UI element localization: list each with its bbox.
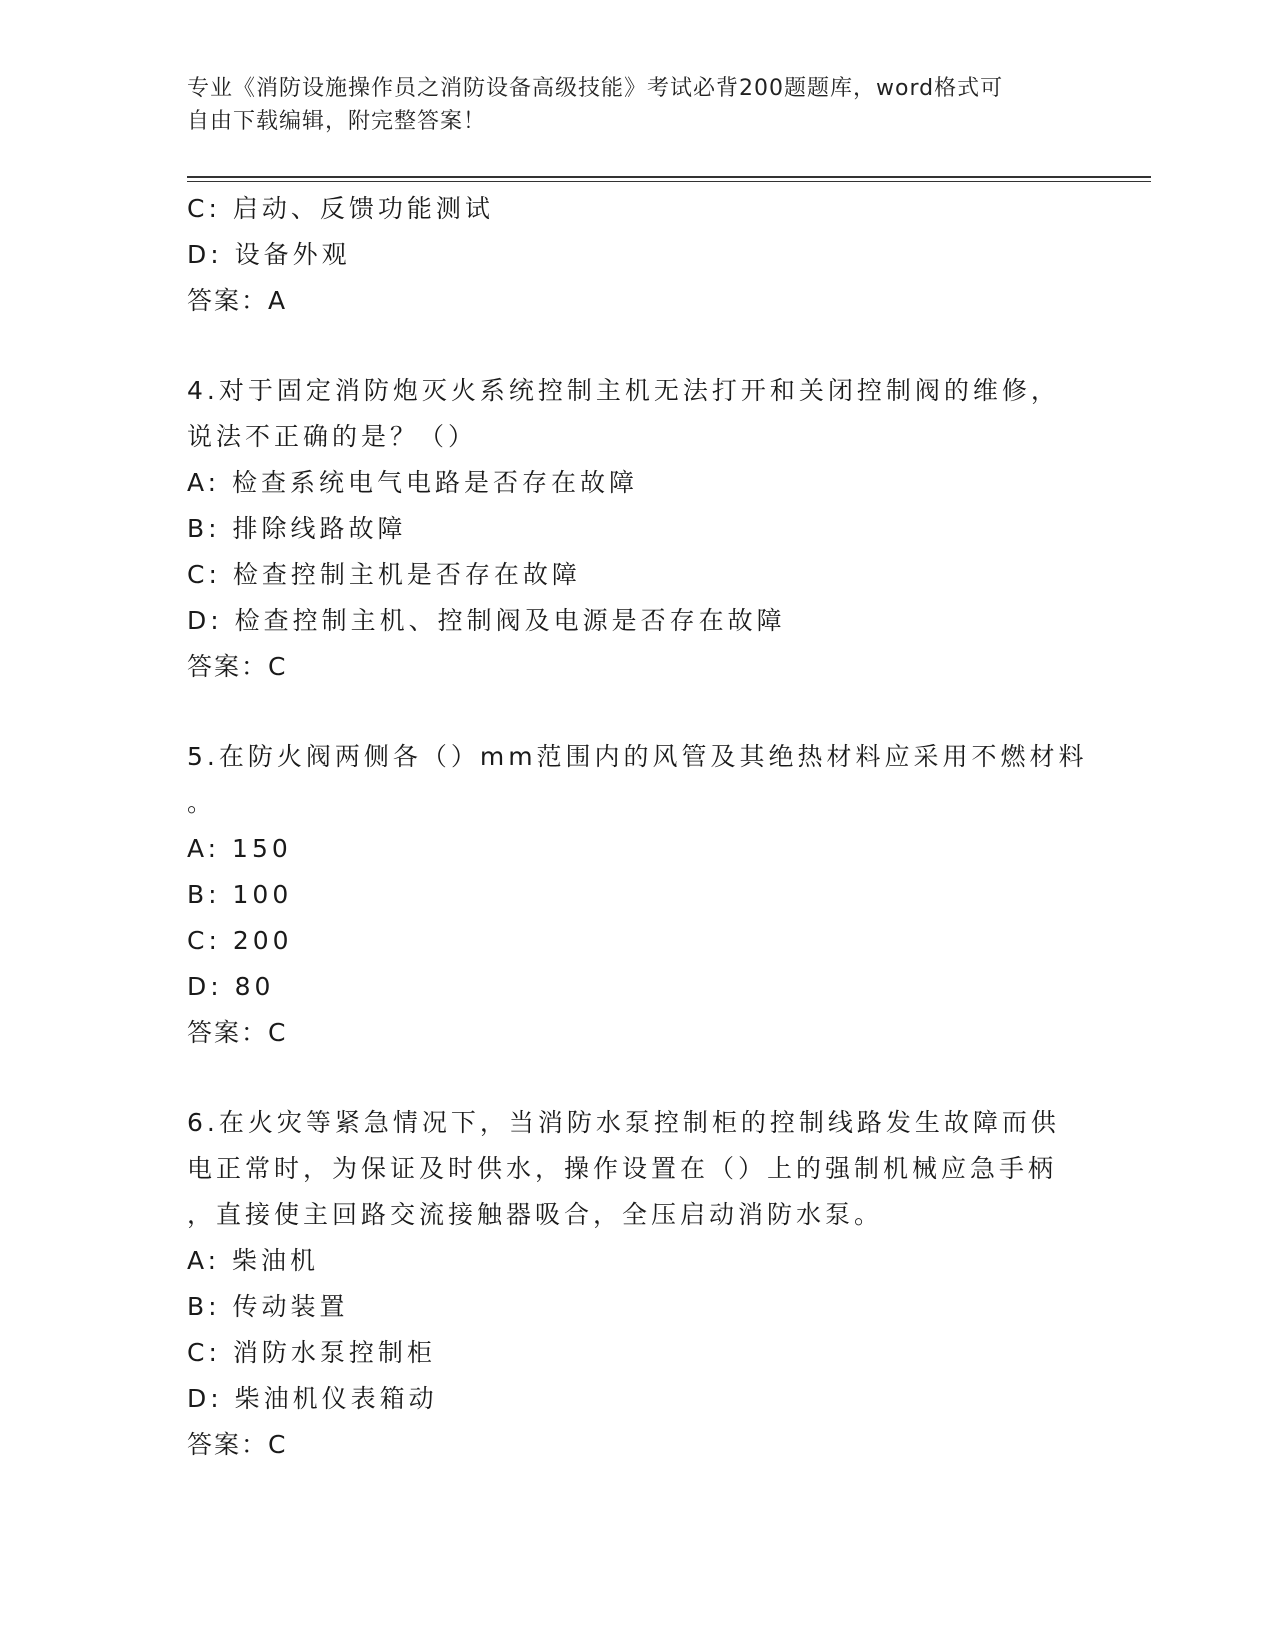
option-c: C: 消防水泵控制柜 — [187, 1338, 436, 1367]
question-stem-line: ，直接使主回路交流接触器吸合，全压启动消防水泵。 — [187, 1200, 884, 1229]
header-line-2: 自由下载编辑，附完整答案！ — [187, 109, 487, 134]
option-d: D: 柴油机仪表箱动 — [187, 1384, 438, 1413]
document-header — [187, 72, 1067, 138]
option-a: A: 检查系统电气电路是否存在故障 — [187, 468, 639, 497]
option-c: C: 200 — [187, 926, 293, 955]
question-stem-line: 6.在火灾等紧急情况下，当消防水泵控制柜的控制线路发生故障而供 — [187, 1108, 1060, 1137]
question-stem-line: 5.在防火阀两侧各（）mm范围内的风管及其绝热材料应采用不燃材料 — [187, 742, 1088, 771]
option-d: D: 检查控制主机、控制阀及电源是否存在故障 — [187, 606, 786, 635]
option-d: D: 80 — [187, 972, 275, 1001]
question-5 — [187, 734, 1088, 1056]
option-b: B: 100 — [187, 880, 293, 909]
header-line-1: 专业《消防设施操作员之消防设备高级技能》考试必背200题题库，word格式可 — [187, 76, 1004, 101]
option-b: B: 排除线路故障 — [187, 514, 407, 543]
answer-label: 答案：C — [187, 1018, 288, 1047]
answer-label: 答案：A — [187, 286, 288, 315]
option-c: C: 启动、反馈功能测试 — [187, 194, 494, 223]
question-content — [187, 186, 1088, 1468]
option-c: C: 检查控制主机是否存在故障 — [187, 560, 581, 589]
header-divider-thin — [187, 181, 1151, 182]
option-b: B: 传动装置 — [187, 1292, 349, 1321]
answer-label: 答案：C — [187, 652, 288, 681]
option-a: A: 150 — [187, 834, 292, 863]
answer-label: 答案：C — [187, 1430, 288, 1459]
question-6 — [187, 1100, 1067, 1468]
question-4 — [187, 368, 1067, 690]
question-stem-line: 电正常时，为保证及时供水，操作设置在（）上的强制机械应急手柄 — [187, 1154, 1058, 1183]
question-stem-line: 4.对于固定消防炮灭火系统控制主机无法打开和关闭控制阀的维修， — [187, 376, 1060, 405]
option-d: D: 设备外观 — [187, 240, 351, 269]
question-stem-line: 说法不正确的是？（） — [187, 422, 478, 451]
question-3-tail — [187, 186, 1067, 324]
option-a: A: 柴油机 — [187, 1246, 320, 1275]
header-divider-thick — [187, 176, 1151, 178]
question-stem-line: 。 — [187, 788, 217, 817]
